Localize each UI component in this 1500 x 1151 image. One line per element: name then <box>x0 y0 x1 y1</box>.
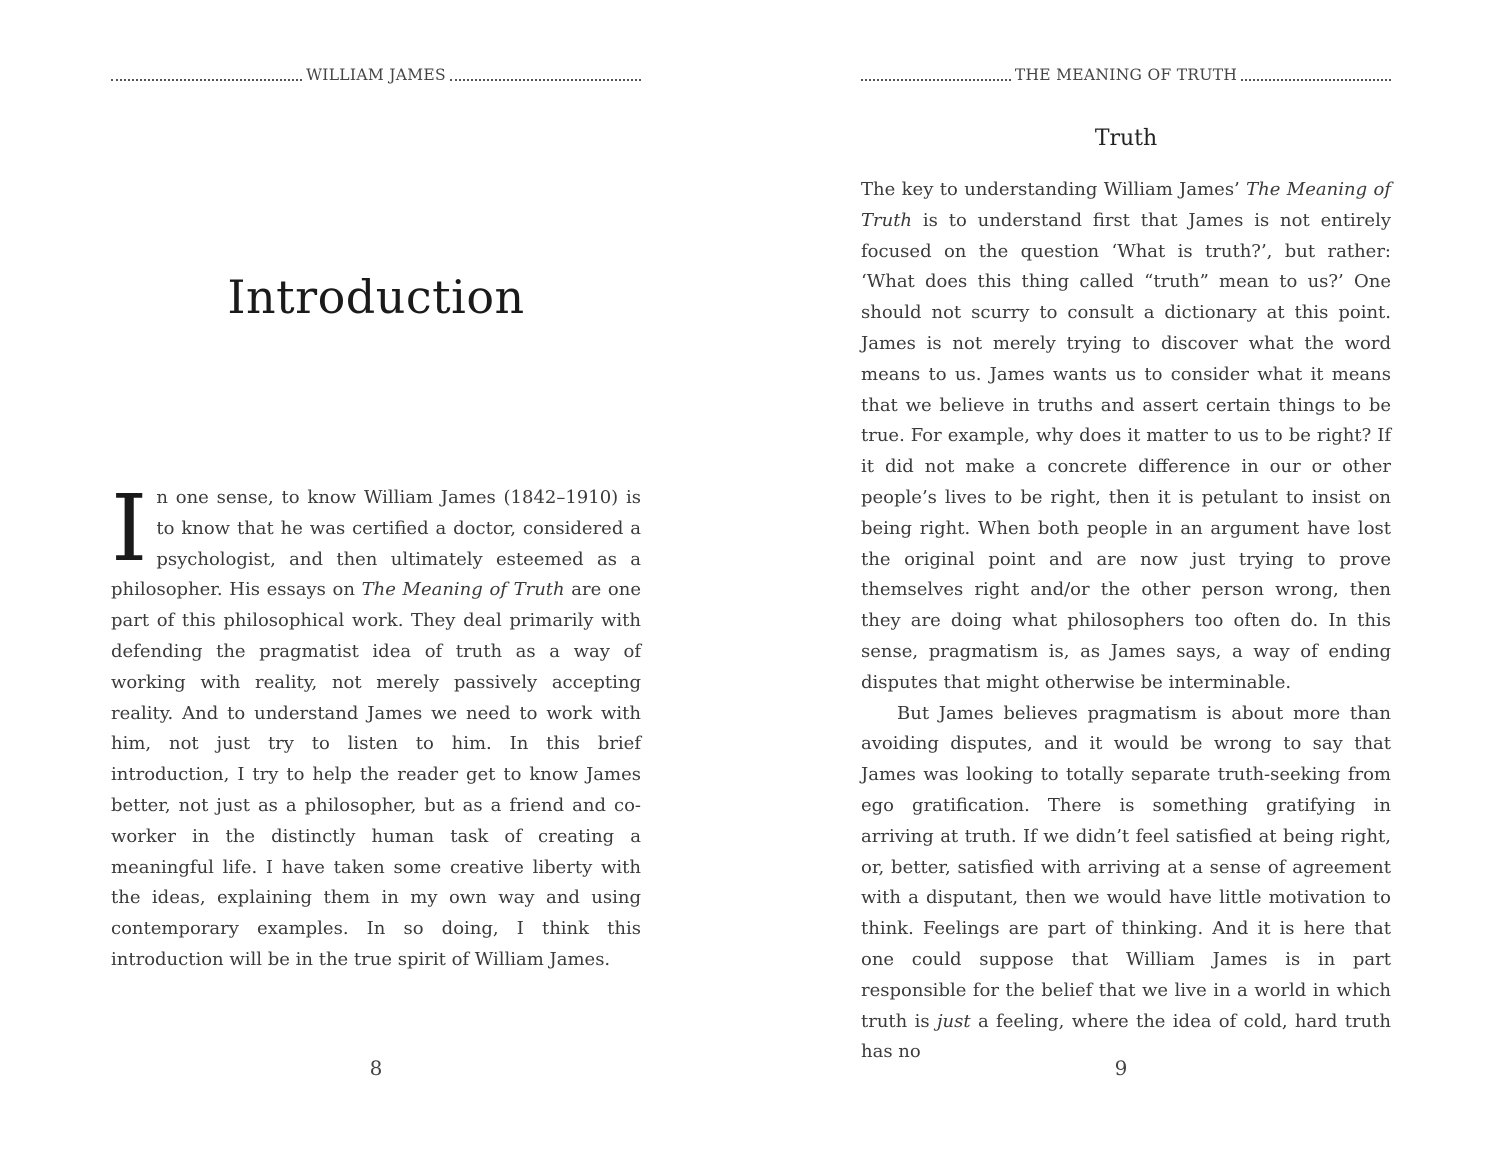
para1-text-a: The key to understanding William James’ <box>861 179 1247 200</box>
page-number-right: 9 <box>1114 1056 1128 1080</box>
intro-paragraph <box>111 475 641 976</box>
para2-text-b: a feeling, where the idea of cold, hard truth has no <box>861 1010 1391 1063</box>
page-number-left: 8 <box>369 1056 383 1080</box>
intro-text-2: are one part of this philosophical work. They deal primarily with defending the pragmatist idea of truth as a way of working with reality, not merely passively accepting reality. And to understand James we need to work with him, not just try to listen to him. In this brief introduction, I try to help the reader get to know James better, not just as a philosopher, but as a friend and co-worker in the distinctly human task of creating a meaningful life. I have taken some creative liberty with the ideas, explaining them in my own way and using contemporary examples. In so doing, I think this introduction will be in the true spirit of William James. <box>111 579 641 970</box>
running-head-title: WILLIAM JAMES <box>306 66 446 84</box>
emphasis-italic: just <box>936 1010 971 1032</box>
paragraph-2 <box>861 699 1391 1069</box>
section-title: Truth <box>1094 126 1158 151</box>
chapter-title: Introduction <box>227 270 525 324</box>
left-page <box>111 0 641 1151</box>
running-head-left <box>111 66 641 84</box>
dot-leader <box>111 67 302 81</box>
intro-text-1: n one sense, to know William James (1842–1910) is to know that he was certified a doctor, considered a psychologist, and then ultimately esteemed as a philosopher. His essays on <box>111 487 641 601</box>
dot-leader <box>861 67 1011 81</box>
book-title-italic: The Meaning of Truth <box>861 179 1391 231</box>
para1-text-b: is to understand first that James is not entirely focused on the question ‘What is truth?’, but rather: ‘What does this thing called “truth” mean to us?’ One should not scurry to consult a dictionary at this point. James is not merely trying to discover what the word means to us. James wants us to consider what it means that we believe in truths and assert certain things to be true. For example, why does it matter to us to be right? If it did not make a concrete difference in our or other people’s lives to be right, then it is petulant to insist on being right. When both people in an argument have lost the original point and are now just trying to prove themselves right and/or the other person wrong, then they are doing what philosophers too often do. In this sense, pragmatism is, as James says, a way of ending disputes that might otherwise be interminable. <box>861 209 1391 693</box>
book-title-italic: The Meaning of Truth <box>361 579 565 601</box>
dot-leader <box>450 67 641 81</box>
paragraph-1 <box>861 175 1391 699</box>
para2-text-a: But James believes pragmatism is about more than avoiding disputes, and it would be wrong to say that James was looking to totally separate truth-seeking from ego gratification. There is something gratifying in arriving at truth. If we didn’t feel satisfied at being right, or, better, satisfied with arriving at a sense of agreement with a disputant, then we would have little motivation to think. Feelings are part of thinking. And it is here that one could suppose that William James is in part responsible for the belief that we live in a world in which truth is <box>861 702 1391 1032</box>
right-page <box>861 0 1391 1151</box>
drop-cap: I <box>111 475 148 582</box>
body-text <box>861 175 1391 1068</box>
dot-leader <box>1241 67 1391 81</box>
running-head-title: THE MEANING OF TRUTH <box>1014 66 1238 84</box>
running-head-right <box>861 66 1391 84</box>
